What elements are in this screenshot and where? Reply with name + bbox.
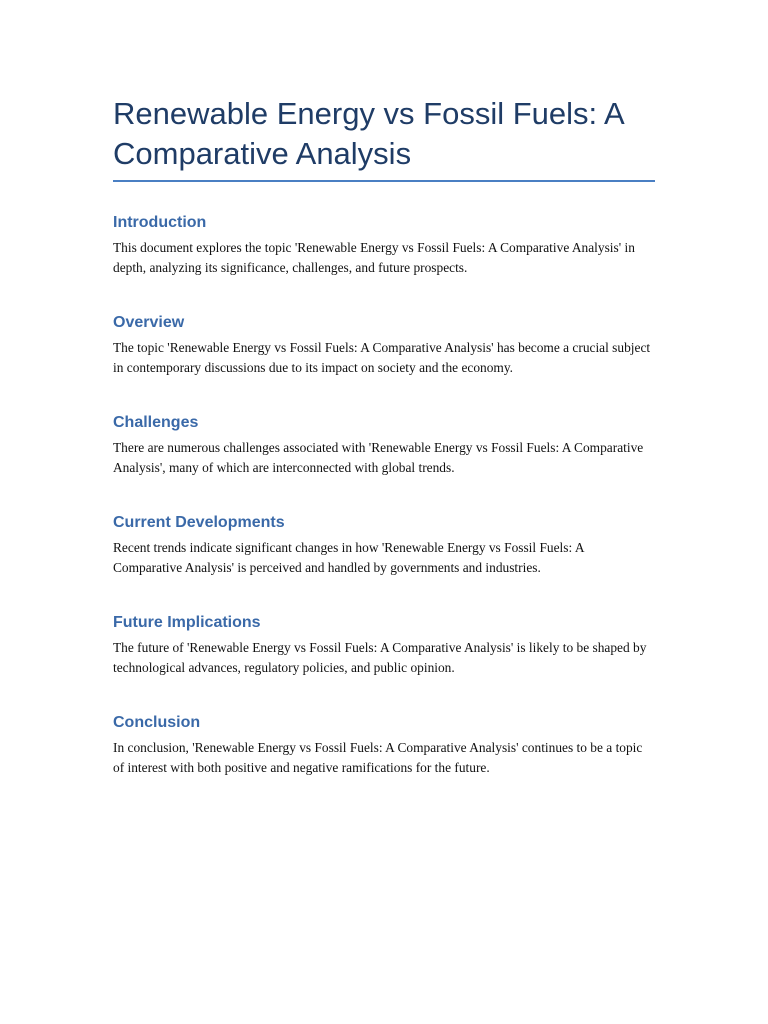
section-body: There are numerous challenges associated with 'Renewable Energy vs Fossil Fuels: A Comparative Analysis', many of which are interconnected with global trends. bbox=[113, 440, 644, 475]
section-body: In conclusion, 'Renewable Energy vs Fossil Fuels: A Comparative Analysis' continues to be a topic of interest with both positive and negative ramifications for the future. bbox=[113, 740, 643, 775]
document-title: Renewable Energy vs Fossil Fuels: A Comparative Analysis bbox=[113, 94, 655, 182]
section-heading: Conclusion bbox=[113, 714, 201, 731]
section-heading: Challenges bbox=[113, 414, 199, 431]
section-heading: Introduction bbox=[113, 214, 207, 231]
document-page bbox=[113, 94, 655, 777]
section-future-implications bbox=[113, 613, 655, 677]
section-heading: Current Developments bbox=[113, 514, 285, 531]
section-current-developments bbox=[113, 513, 655, 577]
section-overview bbox=[113, 313, 655, 377]
section-conclusion bbox=[113, 713, 655, 777]
section-body: The future of 'Renewable Energy vs Fossil Fuels: A Comparative Analysis' is likely to be shaped by technological advances, regulatory policies, and public opinion. bbox=[113, 640, 647, 675]
section-body: This document explores the topic 'Renewable Energy vs Fossil Fuels: A Comparative Analysis' in depth, analyzing its significance, challenges, and future prospects. bbox=[113, 240, 635, 275]
section-body: The topic 'Renewable Energy vs Fossil Fuels: A Comparative Analysis' has become a crucial subject in contemporary discussions due to its impact on society and the economy. bbox=[113, 340, 651, 375]
section-introduction bbox=[113, 213, 655, 277]
section-body: Recent trends indicate significant changes in how 'Renewable Energy vs Fossil Fuels: A Comparative Analysis' is perceived and handled by governments and industries. bbox=[113, 540, 584, 575]
section-heading: Overview bbox=[113, 314, 185, 331]
section-challenges bbox=[113, 413, 655, 477]
section-heading: Future Implications bbox=[113, 614, 261, 631]
